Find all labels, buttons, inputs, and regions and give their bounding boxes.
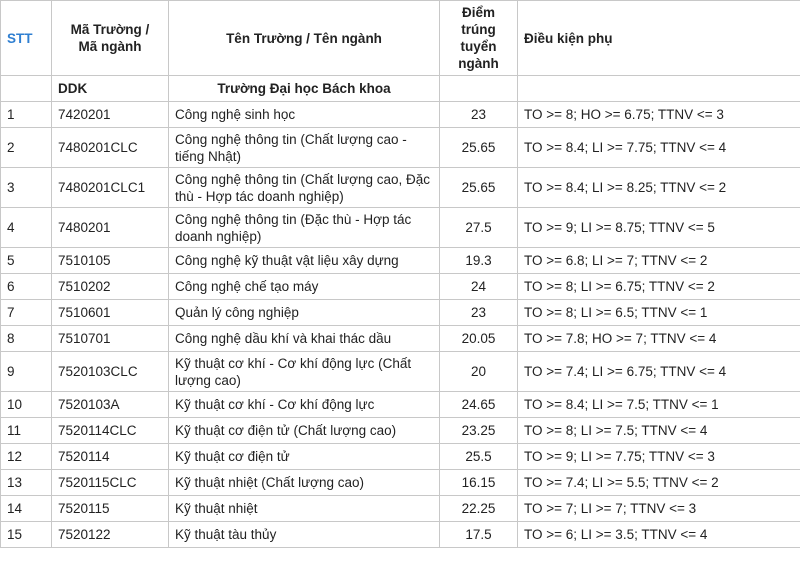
cell-conditions: TO >= 8; LI >= 6.75; TTNV <= 2 (518, 274, 800, 300)
cell-stt: 8 (1, 326, 52, 352)
header-score (440, 1, 518, 76)
cell-conditions: TO >= 7.4; LI >= 5.5; TTNV <= 2 (518, 470, 800, 496)
cell-stt: 14 (1, 496, 52, 522)
table-row (1, 418, 800, 444)
table-row (1, 326, 800, 352)
cell-stt: 11 (1, 418, 52, 444)
cell-code: 7520115 (52, 496, 169, 522)
table-row (1, 352, 800, 392)
cell-stt: 4 (1, 208, 52, 248)
header-score-line3: tuyển (460, 39, 497, 54)
cell-name: Kỹ thuật tàu thủy (169, 522, 440, 548)
cell-code: 7510601 (52, 300, 169, 326)
cell-conditions: TO >= 7.8; HO >= 7; TTNV <= 4 (518, 326, 800, 352)
table-row (1, 470, 800, 496)
cell-name: Kỹ thuật cơ khí - Cơ khí động lực (Chất lượng cao) (169, 352, 440, 392)
cell-code: 7520114 (52, 444, 169, 470)
cell-name: Kỹ thuật nhiệt (169, 496, 440, 522)
cell-score: 23 (440, 300, 518, 326)
header-score-line1: Điểm (461, 5, 495, 20)
table-row (1, 496, 800, 522)
header-code-line1: Mã Trường / (70, 22, 150, 37)
cell-code: 7520103CLC (52, 352, 169, 392)
cell-stt: 6 (1, 274, 52, 300)
cell-conditions: TO >= 9; LI >= 7.75; TTNV <= 3 (518, 444, 800, 470)
cell-score: 24 (440, 274, 518, 300)
cell-name: Công nghệ thông tin (Chất lượng cao, Đặc thù - Hợp tác doanh nghiệp) (169, 168, 440, 208)
header-stt: STT (1, 1, 52, 76)
cell-name: Công nghệ chế tạo máy (169, 274, 440, 300)
cell-name: Kỹ thuật cơ điện tử (Chất lượng cao) (169, 418, 440, 444)
cell-stt: 7 (1, 300, 52, 326)
cell-score: 22.25 (440, 496, 518, 522)
cell-conditions: TO >= 7.4; LI >= 6.75; TTNV <= 4 (518, 352, 800, 392)
cell-code: 7510202 (52, 274, 169, 300)
cell-code: 7520115CLC (52, 470, 169, 496)
header-score-line2: trúng (461, 22, 496, 37)
cell-score: 25.65 (440, 128, 518, 168)
header-name: Tên Trường / Tên ngành (169, 1, 440, 76)
cell-code: 7480201 (52, 208, 169, 248)
cell-score: 19.3 (440, 248, 518, 274)
school-conditions (518, 76, 800, 102)
cell-code: 7420201 (52, 102, 169, 128)
cell-stt: 2 (1, 128, 52, 168)
cell-name: Công nghệ kỹ thuật vật liệu xây dựng (169, 248, 440, 274)
header-row (1, 1, 800, 76)
cell-stt: 13 (1, 470, 52, 496)
cell-code: 7510701 (52, 326, 169, 352)
table-row (1, 168, 800, 208)
cell-code: 7520122 (52, 522, 169, 548)
cell-score: 23 (440, 102, 518, 128)
table-row (1, 444, 800, 470)
cell-score: 25.65 (440, 168, 518, 208)
cell-score: 20 (440, 352, 518, 392)
cell-code: 7520103A (52, 392, 169, 418)
cell-score: 25.5 (440, 444, 518, 470)
cell-conditions: TO >= 9; LI >= 8.75; TTNV <= 5 (518, 208, 800, 248)
cell-name: Kỹ thuật cơ điện tử (169, 444, 440, 470)
cell-score: 16.15 (440, 470, 518, 496)
cell-stt: 9 (1, 352, 52, 392)
header-score-line4: ngành (458, 56, 499, 71)
cell-conditions: TO >= 8; LI >= 7.5; TTNV <= 4 (518, 418, 800, 444)
cell-score: 24.65 (440, 392, 518, 418)
cell-name: Quản lý công nghiệp (169, 300, 440, 326)
cell-conditions: TO >= 8; LI >= 6.5; TTNV <= 1 (518, 300, 800, 326)
header-conditions: Điều kiện phụ (518, 1, 800, 76)
header-code (52, 1, 169, 76)
cell-conditions: TO >= 6; LI >= 3.5; TTNV <= 4 (518, 522, 800, 548)
cell-conditions: TO >= 8; HO >= 6.75; TTNV <= 3 (518, 102, 800, 128)
table-row (1, 102, 800, 128)
school-code: DDK (52, 76, 169, 102)
cell-stt: 5 (1, 248, 52, 274)
cell-stt: 12 (1, 444, 52, 470)
school-row (1, 76, 800, 102)
cell-name: Kỹ thuật nhiệt (Chất lượng cao) (169, 470, 440, 496)
table-row (1, 208, 800, 248)
cell-conditions: TO >= 8.4; LI >= 7.5; TTNV <= 1 (518, 392, 800, 418)
cell-name: Công nghệ sinh học (169, 102, 440, 128)
table-row (1, 274, 800, 300)
table-row (1, 392, 800, 418)
school-score (440, 76, 518, 102)
cell-name: Công nghệ thông tin (Đặc thù - Hợp tác doanh nghiệp) (169, 208, 440, 248)
cell-conditions: TO >= 8.4; LI >= 7.75; TTNV <= 4 (518, 128, 800, 168)
cell-score: 17.5 (440, 522, 518, 548)
cell-name: Kỹ thuật cơ khí - Cơ khí động lực (169, 392, 440, 418)
school-name: Trường Đại học Bách khoa (169, 76, 440, 102)
cell-name: Công nghệ dầu khí và khai thác dầu (169, 326, 440, 352)
cell-score: 23.25 (440, 418, 518, 444)
school-stt (1, 76, 52, 102)
cell-code: 7480201CLC (52, 128, 169, 168)
cell-stt: 1 (1, 102, 52, 128)
cell-conditions: TO >= 8.4; LI >= 8.25; TTNV <= 2 (518, 168, 800, 208)
cell-code: 7520114CLC (52, 418, 169, 444)
cell-conditions: TO >= 6.8; LI >= 7; TTNV <= 2 (518, 248, 800, 274)
cell-name: Công nghệ thông tin (Chất lượng cao - tiếng Nhật) (169, 128, 440, 168)
table-row (1, 248, 800, 274)
table-row (1, 522, 800, 548)
table-row (1, 300, 800, 326)
table-row (1, 128, 800, 168)
cell-code: 7510105 (52, 248, 169, 274)
cell-score: 27.5 (440, 208, 518, 248)
cell-stt: 10 (1, 392, 52, 418)
cell-code: 7480201CLC1 (52, 168, 169, 208)
header-code-line2: Mã ngành (78, 39, 142, 54)
cell-stt: 3 (1, 168, 52, 208)
cell-stt: 15 (1, 522, 52, 548)
cell-conditions: TO >= 7; LI >= 7; TTNV <= 3 (518, 496, 800, 522)
cell-score: 20.05 (440, 326, 518, 352)
